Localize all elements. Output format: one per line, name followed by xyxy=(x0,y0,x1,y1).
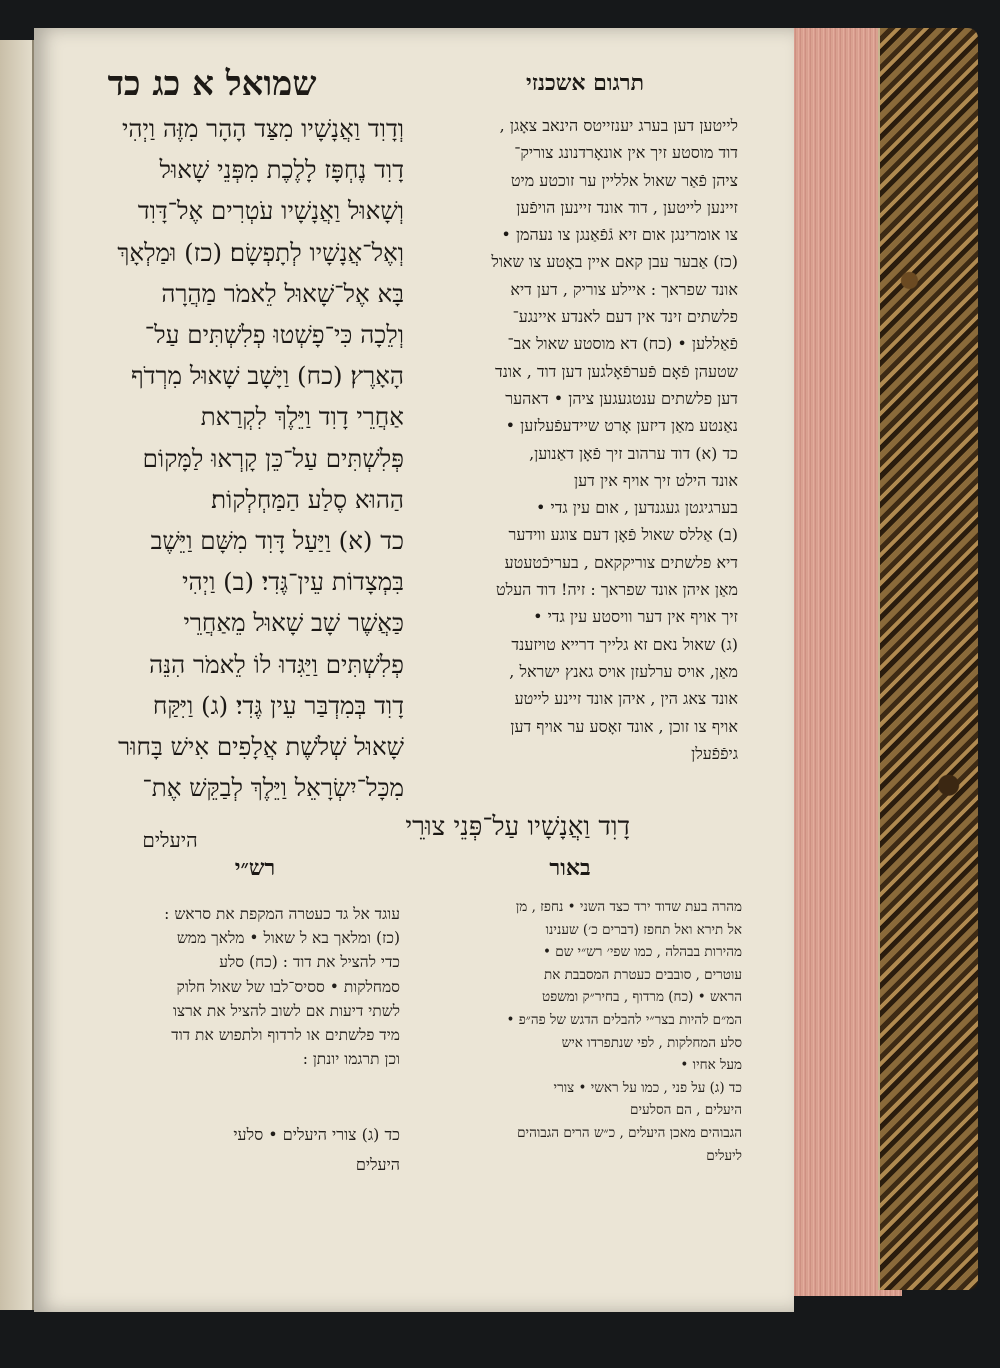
text-line: ליעלים xyxy=(706,1147,742,1164)
text-line: בָּא אֶל־שָׁאוּל לֵאמֹר מַהֲרָה xyxy=(161,278,404,308)
text-line: נאַנטע מאַן דיזען אָרט שיידעפֿעלזען • xyxy=(505,416,738,436)
text-line: בִּמְצָדוֹת עֵין־גֶּדִי׃ (ב) וַיְהִי xyxy=(182,567,404,597)
text-line: אַחֲרֵי דָוִד וַיֵּלֶךְ לִקְרַאת xyxy=(200,402,404,432)
text-line: מעל אחיו • xyxy=(680,1057,742,1074)
page-header-translation: תרגום אשכנזי xyxy=(525,70,644,96)
text-line: כד (א) דוד ערהוב זיך פֿאָן דאַנוען, xyxy=(529,443,738,463)
text-line: דוד מוסטע זיך אין אונאָרדנונג צוריק־ xyxy=(514,143,738,163)
text-line: אויף צו זוכן , אונד זאָסע ער אויף דען xyxy=(510,716,738,736)
text-line: פֿאַללען • (כח) דא מוסטע שאול אב־ xyxy=(507,334,738,354)
text-line: הגבוהים מאכן היעלים , כ״ש הרים הגבוהים xyxy=(517,1124,742,1141)
text-line: דָוִד בְּמִדְבַּר עֵין גֶּדִי׃ (ג) וַיִּקַּח xyxy=(152,690,404,720)
text-line: לשתי דיעות אם לשוב להציל את ארצו xyxy=(172,1001,400,1020)
text-line: אונד שפראך : איילע צוריק , דען דיא xyxy=(510,279,738,299)
page-header-book-chapter: שמואל א כג כד xyxy=(107,64,317,104)
text-line: (כז) אַבער עבן קאם איין באָטע צו שאול xyxy=(491,252,738,272)
rashi-commentary-column xyxy=(56,902,400,1071)
text-line: דען פלשתים ענטגעגען ציהן • דאהער xyxy=(505,388,738,408)
hebrew-bible-text-column xyxy=(60,108,404,808)
text-line: דָוִד נֶחְפָּז לָלֶכֶת מִפְּנֵי שָׁאוּל xyxy=(159,155,404,185)
text-line: עוטרים , סובבים כעטרת המסבבת את xyxy=(544,966,742,983)
catchword-continuation: היעלים xyxy=(142,828,198,852)
text-line: (ב) אַללס שאול פֿאָן דעם צוגע ווידער xyxy=(508,525,738,545)
text-line: היעלים xyxy=(355,1155,400,1174)
catchword-line: דָוִד וַאֲנָשָׁיו עַל־פְּנֵי צוּרֵי xyxy=(405,812,630,842)
text-line: שטעהן פֿאָם פֿערפֿאָלגען דען דוד , אונד xyxy=(495,361,738,381)
text-line: הָאָרֶץ׃ (כח) וַיָּשָׁב שָׁאוּל מִרְדֹף xyxy=(131,361,404,391)
text-line: פְלִשְׁתִּים וַיַּגִּדוּ לוֹ לֵאמֹר הִנֵּה xyxy=(149,649,404,679)
text-line: אל תירא ואל תחפז (דברים כ׳) שענינו xyxy=(545,921,742,938)
text-line: ציהן פֿאַר שאול אלליין ער זוכטע מיט xyxy=(510,170,738,190)
text-line: מאַן איהן אונד שפראך : זיה! דוד העלט xyxy=(495,580,738,600)
text-line: בערגיגטן געגנדען , אום עין גדי • xyxy=(536,498,738,518)
biur-commentary-heading: באור xyxy=(549,855,591,881)
text-line: (ג) שאול נאם זא גלייך דרייא טויזענד xyxy=(511,634,738,654)
text-line: מיד פלשתים או לרדוף ולתפוש את דוד xyxy=(171,1026,400,1045)
yiddish-translation-column xyxy=(400,112,738,767)
text-line: שָׁאוּל שְׁלֹשֶׁת אֲלָפִים אִישׁ בָּחוּר xyxy=(118,732,404,762)
rashi-commentary-chapter-24 xyxy=(56,1120,400,1180)
text-line: עוגד אל גד כעטרה המקפת את סראש : xyxy=(164,905,400,923)
rashi-commentary-heading: רש״י xyxy=(234,855,276,881)
biur-commentary-column xyxy=(404,896,742,1167)
text-line: כד (א) וַיַּעַל דָּוִד מִשָּׁם וַיֵּשֶׁב xyxy=(150,526,404,556)
text-line: וְדָוִד וַאֲנָשָׁיו מִצַּד הָהָר מִזֶּה וַיְהִי xyxy=(121,114,404,143)
text-line: היעלים , הם הסלעים xyxy=(630,1102,742,1119)
text-line: לייטען דען בערג יענזייטס הינאב צאָגן , xyxy=(499,116,738,135)
text-line: סמחלקות • ססיס־לבו של שאול חלוק xyxy=(176,977,400,996)
text-line: מהרה בעת שדוד ירד כצד השני • נחפז , מן xyxy=(515,899,742,915)
text-line: מאַן, אויס ערלעזן אויס גאנץ ישראל , xyxy=(509,661,738,681)
text-line: זיינען לייטען , דוד אונד זיינען הויפֿען xyxy=(516,197,738,217)
text-line: כד (ג) צורי היעלים • סלעי xyxy=(233,1125,400,1144)
text-line: גיפֿפֿעלן xyxy=(691,743,738,763)
text-line: וְלֵכָה כִּי־פָשְׁטוּ פְלִשְׁתִּים עַל־ xyxy=(144,320,404,350)
text-line: מִכָּל־יִשְׂרָאֵל וַיֵּלֶךְ לְבַקֵּשׁ אֶת־ xyxy=(142,773,404,803)
text-line: כַּאֲשֶׁר שָׁב שָׁאוּל מֵאַחֲרֵי xyxy=(183,608,404,638)
text-line: הַהוּא סֶלַע הַמַּחְלְקוֹת׃ xyxy=(211,484,404,514)
previous-page-edge xyxy=(0,40,34,1310)
text-line: מהירות בבהלה , כמו שפי׳ רש״י שם • xyxy=(543,944,742,961)
text-line: כדי להציל את דוד : (כח) סלע xyxy=(219,953,400,972)
text-line: (כז) ומלאך בא ל שאול • מלאך ממש xyxy=(176,929,400,948)
text-line: פְּלִשְׁתִּים עַל־כֵּן קָרְאוּ לַמָּקוֹם xyxy=(142,443,404,473)
text-line: וְשָׁאוּל וַאֲנָשָׁיו עֹטְרִים אֶל־דָּוִד xyxy=(137,196,404,226)
text-line: המ״ם להיות בצר״י להבלים הדגש של פה״פ • xyxy=(506,1011,742,1028)
text-line: אונד הילט זיך אויף אין דען xyxy=(574,470,738,490)
text-line: סלע המחלקות , לפי שנתפרדו איש xyxy=(561,1034,742,1051)
text-line: דיא פלשתים צוריקקאם , בעריכֿטעטע xyxy=(504,552,738,572)
text-line: אונד צאג הין , איהן אונד זיינע לייטע xyxy=(514,689,738,709)
text-line: וכן תרגמו יונתן : xyxy=(302,1050,400,1069)
text-line: וְאֶל־אֲנָשָׁיו לְתָפְשָׂם׃ (כז) וּמַלְאָךְ xyxy=(117,237,404,267)
text-line: צו אומרינגן אום זיא גֿפֿאַנגן צו נעהמן • xyxy=(501,225,738,245)
marbled-book-cover xyxy=(880,28,978,1290)
text-line: הראש • (כח) מרדוף , בחיר״ק ומשפט xyxy=(541,989,742,1006)
text-line: כד (ג) על פני , כמו על ראשי • צורי xyxy=(553,1079,742,1096)
text-line: פלשתים זינד אין דעם לאנדע איינגע־ xyxy=(512,307,738,327)
text-line: זיך אויף אין דער וויסטע עין גדי • xyxy=(533,607,738,627)
